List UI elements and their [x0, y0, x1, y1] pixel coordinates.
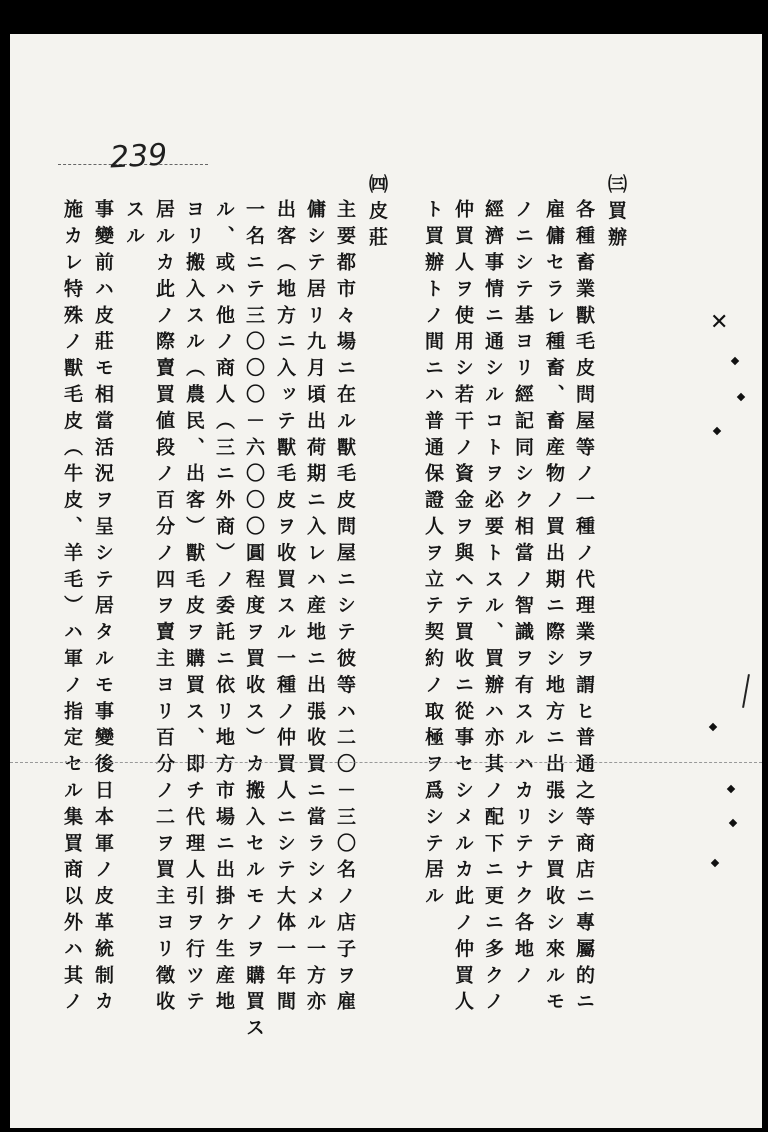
ink-dot-icon [731, 357, 739, 365]
text-column: ト買辦トノ間ニハ普通保證人ヲ立テ契約ノ取極ヲ爲シテ居ル [422, 199, 444, 912]
ink-dot-icon [711, 859, 719, 867]
text-column: 居ルカ此ノ際賣買値段ノ百分ノ四ヲ賣主ヨリ百分ノ二ヲ買主ヨリ徵收 [153, 199, 175, 1018]
ink-dot-icon [727, 785, 735, 793]
text-column: ル、或ハ他ノ商人（三ニ外商）ノ委託ニ依リ地方市場ニ出掛ケ生産地 [213, 199, 235, 1018]
document-page [10, 34, 762, 1128]
page-number: 239 [109, 137, 169, 176]
text-column: 出客（地方ニ入ッテ獸毛皮ヲ收買スル一種ノ仲買人ニシテ大体一年間 [274, 199, 296, 1018]
ink-dot-icon [709, 723, 717, 731]
fold-line [10, 762, 762, 763]
ink-dot-icon [713, 427, 721, 435]
text-column: 施カレ特殊ノ獸毛皮（牛皮、羊毛）ハ軍ノ指定セル集買商以外ハ其ノ [61, 199, 83, 1018]
text-column: 雇傭セラレ種畜、畜産物ノ買出期ニ際シ地方ニ出張シテ買收シ來ルモ [543, 199, 565, 1018]
text-column: 事變前ハ皮莊モ相當活況ヲ呈シテ居タルモ事變後日本軍ノ皮革統制カ [92, 199, 114, 1018]
pencil-mark [742, 674, 750, 708]
text-column: ヨリ搬入スル（農民、出客）獸毛皮ヲ購買ス、即チ代理人引ヲ行ツテ [183, 199, 205, 1018]
text-column: スル [123, 199, 145, 252]
text-column: 一名ニテ三〇〇〇－六〇〇〇圓程度ヲ買收ス）カ搬入セルモノヲ購買ス [243, 199, 265, 1044]
ink-dot-icon [737, 393, 745, 401]
text-column: ㈢買辦 [605, 174, 627, 254]
text-column: 經濟事情ニ通シルコトヲ必要トスル、買辦ハ亦其ノ配下ニ更ニ多クノ [482, 199, 504, 1018]
text-column: 各種畜業獸毛皮問屋等ノ一種ノ代理業ヲ謂ヒ普通之等商店ニ專屬的ニ [573, 199, 595, 1018]
cross-mark-icon: ✕ [710, 310, 729, 335]
text-column: ノニシテ基ヨリ經記同シク相當ノ智識ヲ有スルハカリテナク各地ノ [512, 199, 534, 991]
ink-dot-icon [729, 819, 737, 827]
text-column: 傭シテ居リ九月頃出荷期ニ入レハ産地ニ出張收買ニ當ラシメル一方亦 [304, 199, 326, 1018]
text-column: 主要都市々場ニ在ル獸毛皮問屋ニシテ彼等ハ二〇－三〇名ノ店子ヲ雇 [334, 199, 356, 1018]
text-column: 仲買人ヲ使用シ若干ノ資金ヲ與ヘテ買收ニ從事セシメルカ此ノ仲買人 [452, 199, 474, 1018]
text-column: ㈣皮莊 [366, 174, 388, 254]
